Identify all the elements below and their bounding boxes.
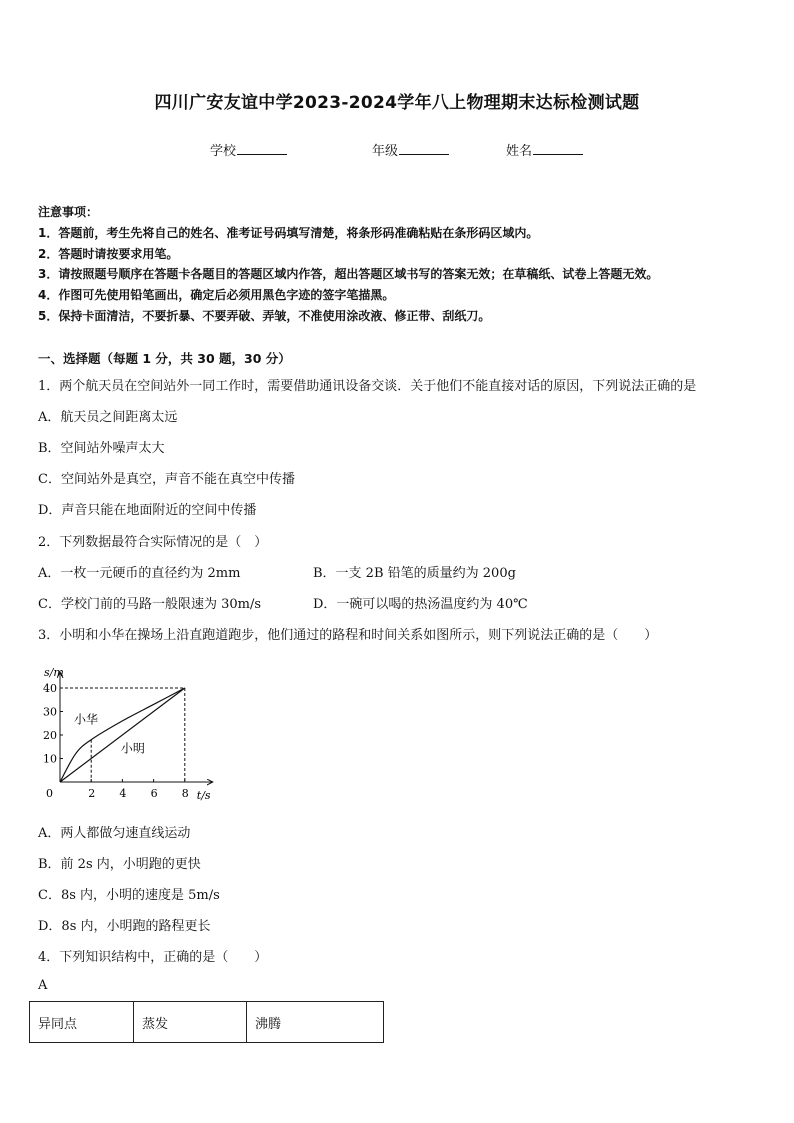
table-cell: 异同点	[30, 1002, 134, 1043]
table-cell: 沸腾	[247, 1002, 384, 1043]
section-heading: 一、选择题（每题 1 分，共 30 题，30 分）	[38, 351, 291, 366]
grade-field	[372, 140, 449, 159]
name-label: 姓名	[506, 144, 533, 159]
grade-label: 年级	[372, 144, 399, 159]
name-blank	[533, 142, 583, 155]
q4-option-a-label: A	[38, 978, 48, 993]
y-tick-label: 10	[43, 752, 57, 766]
note-item: 1．答题前，考生先将自己的姓名、准考证号码填写清楚，将条形码准确粘贴在条形码区域内。	[38, 226, 539, 240]
q3-option-c: C．8s 内，小明的速度是 5m/s	[38, 888, 220, 903]
question-1-stem: 1．两个航天员在空间站外一同工作时，需要借助通讯设备交谈．关于他们不能直接对话的原因，下列说法正确的是	[38, 379, 697, 394]
question-2-stem: 2．下列数据最符合实际情况的是（ ）	[38, 535, 268, 550]
q1-option-b: B．空间站外噪声太大	[38, 441, 165, 456]
y-axis-label: s/m	[44, 666, 64, 679]
q3-option-a: A．两人都做匀速直线运动	[38, 826, 191, 841]
note-item: 3．请按照题号顺序在答题卡各题目的答题区域内作答，超出答题区域书写的答案无效；在草稿纸、试卷上答题无效。	[38, 267, 659, 281]
series-line-xiaoming	[60, 688, 185, 782]
notes-title: 注意事项：	[38, 205, 99, 219]
q3-option-d: D．8s 内，小明跑的路程更长	[38, 919, 211, 934]
school-blank	[237, 142, 287, 155]
question-3-stem: 3．小明和小华在操场上沿直跑道跑步，他们通过的路程和时间关系如图所示，则下列说法正确的是（ ）	[38, 628, 658, 643]
grade-blank	[399, 142, 449, 155]
knowledge-table	[29, 1001, 384, 1043]
note-item: 4．作图可先使用铅笔画出，确定后必须用黑色字迹的签字笔描黑。	[38, 288, 395, 302]
q1-option-c: C．空间站外是真空，声音不能在真空中传播	[38, 472, 295, 487]
x-tick-label: 4	[119, 787, 127, 800]
page-title: 四川广安友谊中学2023-2024学年八上物理期末达标检测试题	[154, 93, 640, 113]
note-item: 2．答题时请按要求用笔。	[38, 247, 179, 261]
q2-option-c: C．学校门前的马路一般限速为 30m/s	[38, 597, 261, 612]
table-cell: 蒸发	[134, 1002, 247, 1043]
x-axis-label: t/s	[196, 789, 211, 802]
school-label: 学校	[210, 144, 237, 159]
question-4-stem: 4．下列知识结构中，正确的是（ ）	[38, 950, 268, 965]
q2-option-b: B．一支 2B 铅笔的质量约为 200g	[313, 566, 516, 581]
distance-time-chart	[38, 660, 211, 810]
q1-option-d: D．声音只能在地面附近的空间中传播	[38, 503, 257, 518]
x-tick-label: 6	[150, 787, 158, 800]
name-field	[506, 140, 583, 159]
series-label-xiaoming: 小明	[120, 741, 145, 756]
x-tick-label: 2	[88, 787, 96, 800]
x-tick-label: 0	[46, 787, 53, 800]
note-item: 5．保持卡面清洁，不要折暴、不要弄破、弄皱，不准使用涂改液、修正带、刮纸刀。	[38, 309, 491, 323]
q1-option-a: A．航天员之间距离太远	[38, 410, 178, 425]
q3-option-b: B．前 2s 内，小明跑的更快	[38, 857, 201, 872]
school-field	[210, 140, 287, 159]
q2-option-a: A．一枚一元硬币的直径约为 2mm	[38, 566, 241, 581]
x-tick-label: 8	[181, 787, 189, 800]
q2-option-d: D．一碗可以喝的热汤温度约为 40℃	[313, 597, 528, 612]
y-tick-label: 20	[43, 729, 57, 742]
y-tick-label: 30	[43, 705, 57, 719]
table-row	[30, 1002, 384, 1043]
series-label-xiaohua: 小华	[74, 712, 99, 727]
y-tick-label: 40	[43, 682, 57, 695]
